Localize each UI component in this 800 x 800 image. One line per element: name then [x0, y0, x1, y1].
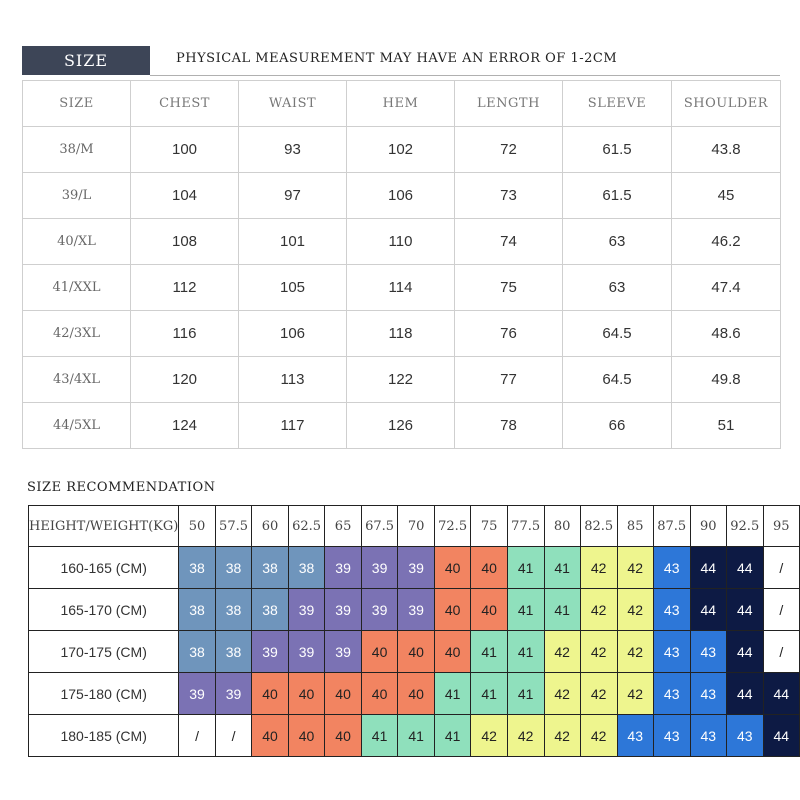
- size-recommendation-cell: 40: [471, 589, 507, 631]
- column-header-size: SIZE: [23, 81, 131, 127]
- height-label-cell: 175-180 (CM): [29, 673, 179, 715]
- weight-header-cell: 87.5: [653, 506, 690, 547]
- measurement-cell: 46.2: [672, 219, 781, 265]
- size-recommendation-cell: 39: [179, 673, 215, 715]
- height-row: [29, 589, 800, 631]
- measurement-cell: 97: [239, 173, 347, 219]
- weight-header-cell: 72.5: [434, 506, 471, 547]
- weight-header-cell: 82.5: [580, 506, 617, 547]
- size-recommendation-cell: 44: [726, 673, 763, 715]
- size-recommendation-cell: 41: [471, 631, 507, 673]
- size-recommendation-cell: 38: [215, 631, 252, 673]
- size-recommendation-cell: 42: [617, 589, 653, 631]
- weight-header-cell: 65: [325, 506, 361, 547]
- height-row: [29, 715, 800, 757]
- size-recommendation-cell: 41: [434, 673, 471, 715]
- measurement-cell: 113: [239, 357, 347, 403]
- size-recommendation-cell: /: [763, 589, 799, 631]
- table-row: [23, 219, 781, 265]
- size-recommendation-cell: 42: [544, 673, 580, 715]
- height-label-cell: 180-185 (CM): [29, 715, 179, 757]
- size-recommendation-cell: 40: [361, 631, 398, 673]
- size-recommendation-cell: 43: [690, 715, 726, 757]
- size-recommendation-cell: 41: [398, 715, 434, 757]
- size-recommendation-cell: 42: [544, 715, 580, 757]
- size-recommendation-cell: 39: [361, 589, 398, 631]
- size-recommendation-cell: 42: [507, 715, 544, 757]
- height-row: [29, 547, 800, 589]
- size-recommendation-cell: 44: [690, 547, 726, 589]
- size-recommendation-cell: 39: [398, 547, 434, 589]
- size-recommendation-cell: 40: [288, 673, 325, 715]
- size-recommendation-cell: 38: [179, 631, 215, 673]
- measurement-cell: 101: [239, 219, 347, 265]
- size-recommendation-cell: 39: [215, 673, 252, 715]
- size-recommendation-cell: 40: [434, 589, 471, 631]
- size-recommendation-cell: 38: [179, 547, 215, 589]
- weight-header-cell: 92.5: [726, 506, 763, 547]
- size-recommendation-cell: 41: [544, 547, 580, 589]
- size-label-cell: 39/L: [23, 173, 131, 219]
- size-recommendation-cell: 39: [288, 631, 325, 673]
- column-header-chest: CHEST: [131, 81, 239, 127]
- measurement-cell: 43.8: [672, 127, 781, 173]
- weight-header-cell: 75: [471, 506, 507, 547]
- size-recommendation-cell: 38: [215, 547, 252, 589]
- table-row: [23, 311, 781, 357]
- measurement-cell: 120: [131, 357, 239, 403]
- measurement-cell: 49.8: [672, 357, 781, 403]
- size-recommendation-cell: 39: [361, 547, 398, 589]
- size-recommendation-cell: 40: [398, 673, 434, 715]
- size-recommendation-cell: 38: [288, 547, 325, 589]
- measurement-note: PHYSICAL MEASUREMENT MAY HAVE AN ERROR OF 1-2CM: [176, 51, 618, 66]
- size-badge: SIZE: [22, 46, 150, 75]
- height-row: [29, 631, 800, 673]
- measurement-cell: 122: [347, 357, 455, 403]
- size-label-cell: 40/XL: [23, 219, 131, 265]
- measurement-cell: 102: [347, 127, 455, 173]
- size-label-cell: 41/XXL: [23, 265, 131, 311]
- measurement-cell: 105: [239, 265, 347, 311]
- measurement-cell: 100: [131, 127, 239, 173]
- size-recommendation-cell: 44: [690, 589, 726, 631]
- size-recommendation-cell: 41: [507, 673, 544, 715]
- height-weight-corner-label: HEIGHT/WEIGHT(KG): [29, 506, 179, 547]
- table-row: [23, 265, 781, 311]
- size-recommendation-cell: 40: [252, 715, 288, 757]
- size-recommendation-cell: 41: [507, 589, 544, 631]
- measurement-cell: 110: [347, 219, 455, 265]
- size-recommendation-cell: 42: [580, 589, 617, 631]
- measurement-cell: 61.5: [563, 127, 672, 173]
- table-row: [23, 403, 781, 449]
- size-recommendation-grid: [28, 505, 800, 757]
- measurement-cell: 118: [347, 311, 455, 357]
- size-recommendation-cell: 43: [653, 589, 690, 631]
- size-recommendation-cell: 40: [325, 673, 361, 715]
- measurement-cell: 106: [239, 311, 347, 357]
- measurement-cell: 61.5: [563, 173, 672, 219]
- size-recommendation-cell: 41: [361, 715, 398, 757]
- size-recommendation-cell: 44: [726, 547, 763, 589]
- weight-header-cell: 95: [763, 506, 799, 547]
- height-label-cell: 170-175 (CM): [29, 631, 179, 673]
- measurement-cell: 78: [455, 403, 563, 449]
- weight-header-cell: 90: [690, 506, 726, 547]
- measurement-cell: 63: [563, 265, 672, 311]
- measurement-cell: 104: [131, 173, 239, 219]
- column-header-waist: WAIST: [239, 81, 347, 127]
- size-recommendation-cell: 38: [215, 589, 252, 631]
- size-recommendation-cell: 43: [653, 715, 690, 757]
- size-recommendation-cell: 42: [580, 673, 617, 715]
- size-label-cell: 44/5XL: [23, 403, 131, 449]
- size-recommendation-cell: 42: [617, 673, 653, 715]
- size-recommendation-cell: 44: [763, 673, 799, 715]
- height-label-cell: 160-165 (CM): [29, 547, 179, 589]
- size-recommendation-cell: 42: [580, 715, 617, 757]
- measurement-cell: 126: [347, 403, 455, 449]
- size-recommendation-cell: 38: [179, 589, 215, 631]
- measurement-cell: 112: [131, 265, 239, 311]
- size-recommendation-cell: 42: [580, 547, 617, 589]
- size-recommendation-cell: 42: [544, 631, 580, 673]
- size-recommendation-cell: 41: [507, 547, 544, 589]
- height-row: [29, 673, 800, 715]
- size-recommendation-cell: 40: [434, 547, 471, 589]
- size-recommendation-cell: 42: [471, 715, 507, 757]
- measurement-cell: 48.6: [672, 311, 781, 357]
- measurement-cell: 73: [455, 173, 563, 219]
- weight-header-cell: 50: [179, 506, 215, 547]
- size-recommendation-cell: 43: [690, 673, 726, 715]
- measurement-cell: 77: [455, 357, 563, 403]
- size-recommendation-cell: 43: [653, 673, 690, 715]
- size-recommendation-cell: /: [215, 715, 252, 757]
- size-recommendation-cell: 42: [617, 631, 653, 673]
- size-recommendation-cell: 40: [471, 547, 507, 589]
- table-row: [23, 127, 781, 173]
- size-recommendation-cell: 38: [252, 589, 288, 631]
- size-recommendation-cell: 41: [544, 589, 580, 631]
- measurement-cell: 114: [347, 265, 455, 311]
- recommendation-title: SIZE RECOMMENDATION: [27, 480, 216, 495]
- weight-header-cell: 70: [398, 506, 434, 547]
- size-recommendation-cell: 40: [288, 715, 325, 757]
- weight-header-row: [29, 506, 800, 547]
- size-recommendation-cell: 40: [361, 673, 398, 715]
- measurement-cell: 45: [672, 173, 781, 219]
- size-recommendation-cell: 43: [726, 715, 763, 757]
- size-recommendation-cell: 41: [507, 631, 544, 673]
- measurement-cell: 64.5: [563, 311, 672, 357]
- measurement-cell: 66: [563, 403, 672, 449]
- size-recommendation-cell: 44: [726, 589, 763, 631]
- size-chart-table: [22, 80, 781, 449]
- size-recommendation-cell: 40: [398, 631, 434, 673]
- column-header-hem: HEM: [347, 81, 455, 127]
- weight-header-cell: 85: [617, 506, 653, 547]
- measurement-cell: 51: [672, 403, 781, 449]
- measurement-cell: 63: [563, 219, 672, 265]
- size-recommendation-cell: 43: [653, 631, 690, 673]
- size-label-cell: 43/4XL: [23, 357, 131, 403]
- measurement-cell: 106: [347, 173, 455, 219]
- weight-header-cell: 80: [544, 506, 580, 547]
- size-label-cell: 38/M: [23, 127, 131, 173]
- column-header-sleeve: SLEEVE: [563, 81, 672, 127]
- measurement-cell: 72: [455, 127, 563, 173]
- size-recommendation-cell: 40: [325, 715, 361, 757]
- size-recommendation-cell: 43: [617, 715, 653, 757]
- measurement-cell: 47.4: [672, 265, 781, 311]
- weight-header-cell: 60: [252, 506, 288, 547]
- table-row: [23, 173, 781, 219]
- size-recommendation-cell: 40: [434, 631, 471, 673]
- size-recommendation-cell: 42: [617, 547, 653, 589]
- size-recommendation-cell: 40: [252, 673, 288, 715]
- size-recommendation-cell: 39: [325, 547, 361, 589]
- size-recommendation-cell: 39: [288, 589, 325, 631]
- size-recommendation-cell: 38: [252, 547, 288, 589]
- size-recommendation-cell: 39: [325, 589, 361, 631]
- measurement-cell: 75: [455, 265, 563, 311]
- measurement-cell: 108: [131, 219, 239, 265]
- weight-header-cell: 62.5: [288, 506, 325, 547]
- size-recommendation-cell: 42: [580, 631, 617, 673]
- height-label-cell: 165-170 (CM): [29, 589, 179, 631]
- table-row: [23, 357, 781, 403]
- column-header-length: LENGTH: [455, 81, 563, 127]
- measurement-cell: 76: [455, 311, 563, 357]
- measurement-cell: 124: [131, 403, 239, 449]
- size-recommendation-cell: /: [179, 715, 215, 757]
- size-recommendation-cell: /: [763, 547, 799, 589]
- size-recommendation-cell: 39: [325, 631, 361, 673]
- header-divider: [150, 75, 780, 76]
- size-recommendation-cell: 41: [434, 715, 471, 757]
- size-recommendation-cell: 44: [763, 715, 799, 757]
- size-recommendation-cell: 39: [252, 631, 288, 673]
- size-recommendation-cell: 41: [471, 673, 507, 715]
- size-recommendation-cell: 44: [726, 631, 763, 673]
- size-recommendation-cell: /: [763, 631, 799, 673]
- weight-header-cell: 77.5: [507, 506, 544, 547]
- measurement-cell: 93: [239, 127, 347, 173]
- measurement-cell: 116: [131, 311, 239, 357]
- size-recommendation-cell: 43: [690, 631, 726, 673]
- size-table-header-row: [23, 81, 781, 127]
- size-label-cell: 42/3XL: [23, 311, 131, 357]
- column-header-shoulder: SHOULDER: [672, 81, 781, 127]
- measurement-cell: 64.5: [563, 357, 672, 403]
- size-recommendation-cell: 39: [398, 589, 434, 631]
- weight-header-cell: 57.5: [215, 506, 252, 547]
- weight-header-cell: 67.5: [361, 506, 398, 547]
- measurement-cell: 74: [455, 219, 563, 265]
- measurement-cell: 117: [239, 403, 347, 449]
- size-recommendation-cell: 43: [653, 547, 690, 589]
